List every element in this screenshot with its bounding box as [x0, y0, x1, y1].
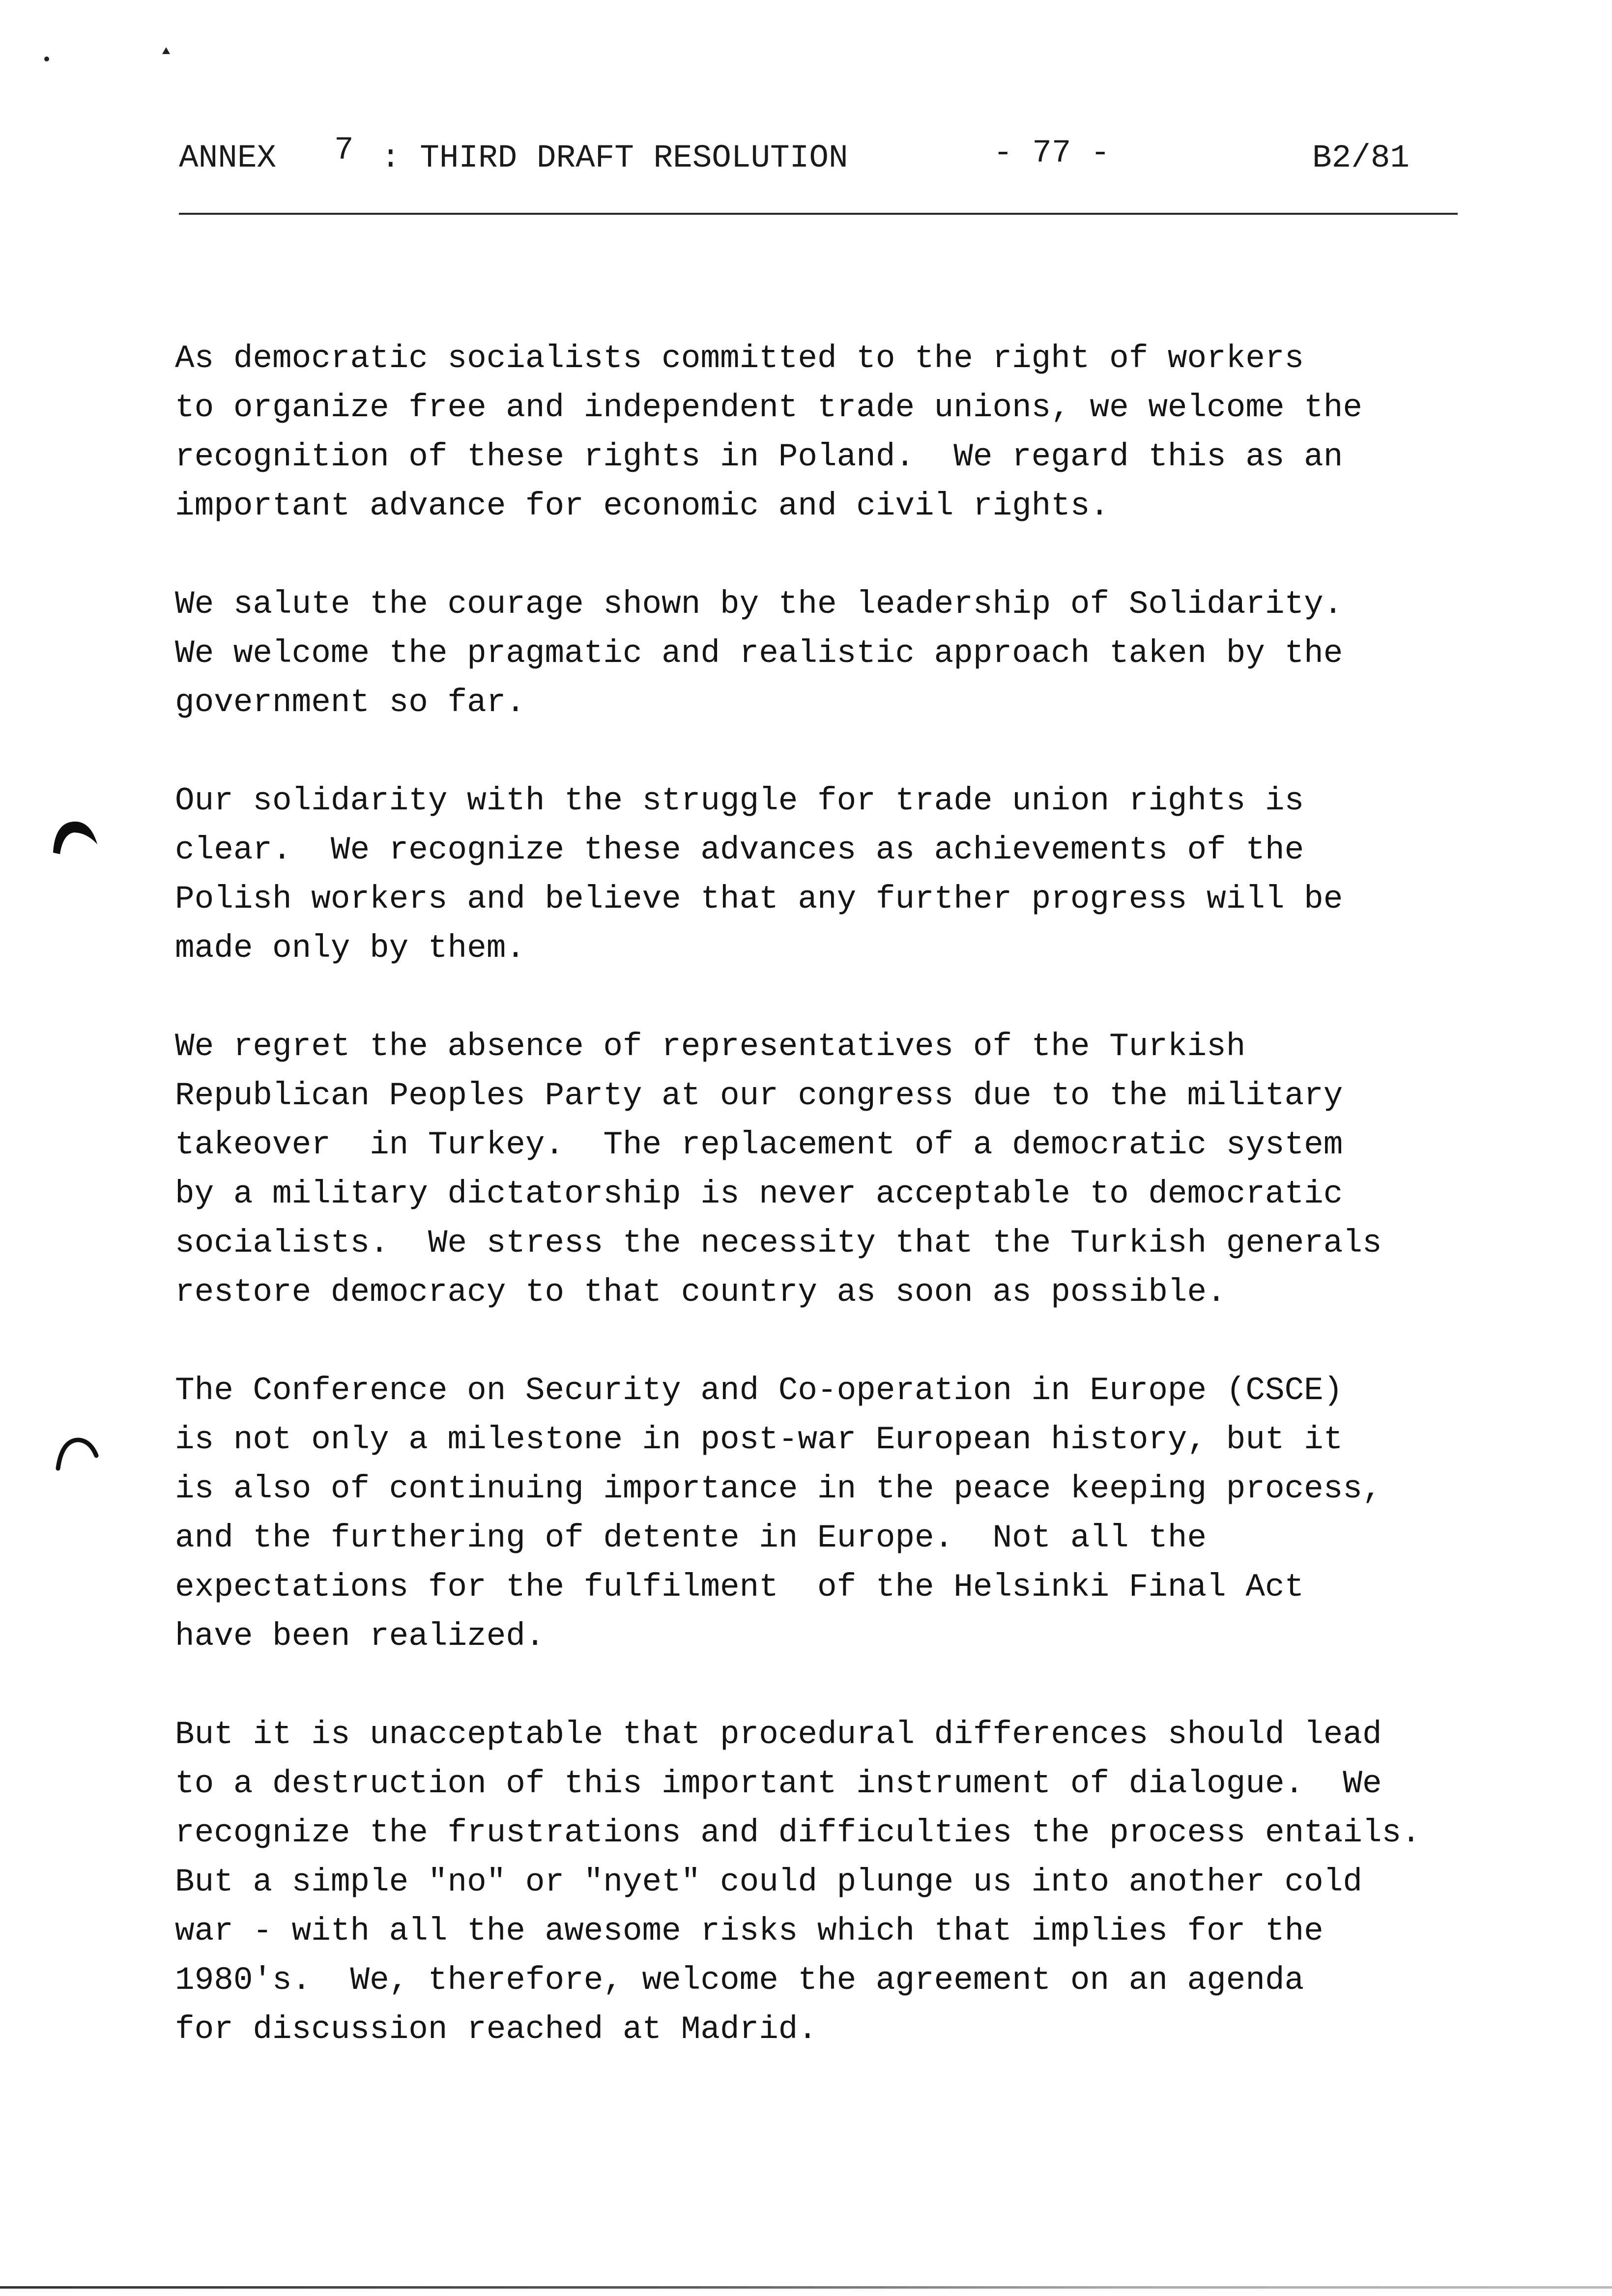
paragraph-poland-trade-unions [175, 334, 1551, 531]
text-line: for discussion reached at Madrid. [175, 2011, 818, 2048]
paragraph-madrid-agenda [175, 1710, 1551, 2054]
text-line: important advance for economic and civil rights. [175, 488, 1110, 524]
text-line: recognition of these rights in Poland. We regard this as an [175, 438, 1343, 475]
text-line: We salute the courage shown by the leadership of Solidarity. [175, 586, 1343, 623]
paragraph-polish-workers [175, 776, 1551, 973]
header-divider [179, 213, 1458, 215]
text-line: restore democracy to that country as soon as possible. [175, 1274, 1226, 1311]
punch-hole-mark [58, 1440, 96, 1468]
paragraph-solidarity-salute [175, 580, 1551, 727]
text-line: But it is unacceptable that procedural differences should lead [175, 1716, 1382, 1753]
resolution-body [175, 334, 1551, 2103]
text-line: takeover in Turkey. The replacement of a democratic system [175, 1126, 1343, 1163]
annex-number: 7 [334, 132, 354, 169]
text-line: is not only a milestone in post-war European history, but it [175, 1421, 1343, 1458]
text-line: is also of continuing importance in the peace keeping process, [175, 1470, 1382, 1507]
text-line: 1980's. We, therefore, welcome the agreement on an agenda [175, 1962, 1304, 1999]
document-reference: B2/81 [1312, 140, 1410, 176]
text-line: by a military dictatorship is never acceptable to democratic [175, 1176, 1343, 1212]
text-line: recognize the frustrations and difficulties the process entails. [175, 1814, 1421, 1851]
text-line: We regret the absence of representatives of the Turkish [175, 1028, 1246, 1065]
page-number: - 77 - [993, 135, 1110, 172]
scan-edge-line [0, 2286, 1612, 2289]
text-line: to organize free and independent trade unions, we welcome the [175, 389, 1362, 426]
text-line: But a simple "no" or "nyet" could plunge us into another cold [175, 1864, 1362, 1900]
text-line: and the furthering of detente in Europe. Not all the [175, 1520, 1207, 1556]
scan-speck [44, 57, 49, 61]
scan-speck [162, 47, 170, 54]
text-line: As democratic socialists committed to the right of workers [175, 340, 1304, 377]
text-line: The Conference on Security and Co-operation in Europe (CSCE) [175, 1372, 1343, 1409]
text-line: war - with all the awesome risks which that implies for the [175, 1913, 1324, 1950]
text-line: expectations for the fulfilment of the Helsinki Final Act [175, 1569, 1304, 1606]
text-line: made only by them. [175, 930, 525, 967]
punch-hole-mark [53, 822, 97, 854]
text-line: clear. We recognize these advances as achievements of the [175, 832, 1304, 868]
paragraph-csce [175, 1366, 1551, 1661]
annex-label: ANNEX [179, 140, 277, 176]
text-line: Our solidarity with the struggle for trade union rights is [175, 782, 1304, 819]
text-line: government so far. [175, 684, 525, 721]
text-line: have been realized. [175, 1618, 545, 1655]
text-line: socialists. We stress the necessity that the Turkish generals [175, 1225, 1382, 1262]
text-line: Polish workers and believe that any further progress will be [175, 881, 1343, 918]
text-line: Republican Peoples Party at our congress due to the military [175, 1077, 1343, 1114]
text-line: We welcome the pragmatic and realistic approach taken by the [175, 635, 1343, 672]
paragraph-turkey [175, 1022, 1551, 1317]
document-title: : THIRD DRAFT RESOLUTION [381, 140, 848, 176]
text-line: to a destruction of this important instrument of dialogue. We [175, 1765, 1382, 1802]
